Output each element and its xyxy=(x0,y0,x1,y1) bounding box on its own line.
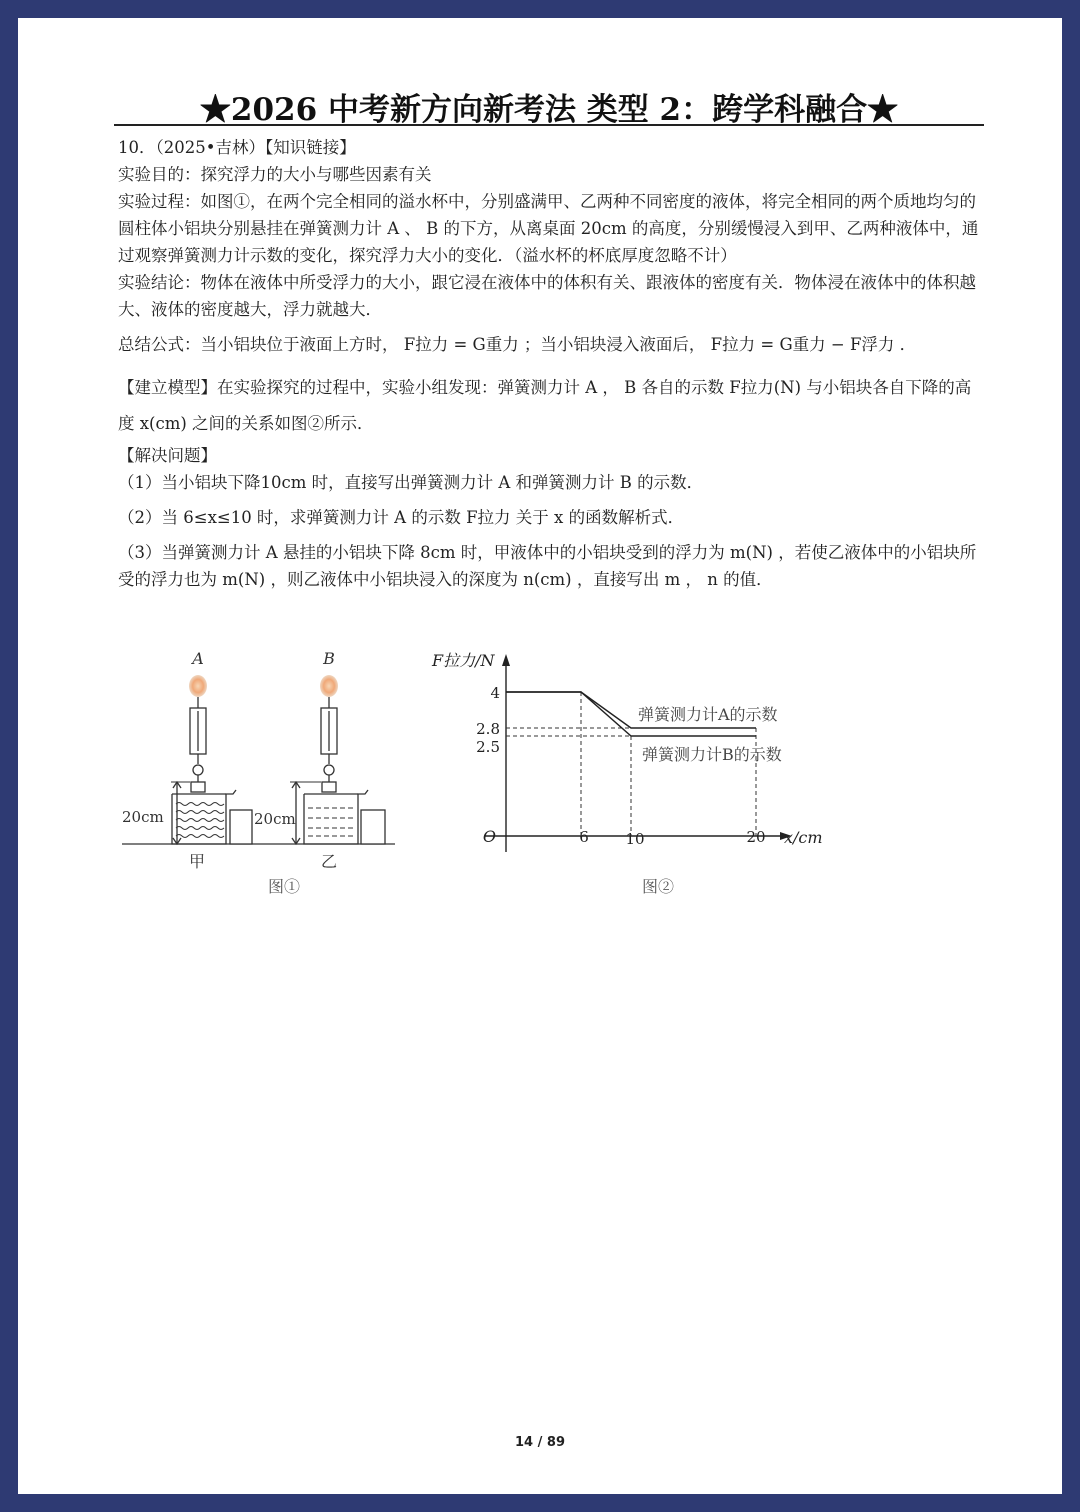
aluminum-block-a xyxy=(191,782,205,792)
figures-svg xyxy=(18,18,1062,1494)
question-3: （3）当弹簧测力计 A 悬挂的小铝块下降 8cm 时，甲液体中的小铝块受到的浮力为 m(N) ，若使乙液体中的小铝块所受的浮力也为 m(N) ，则乙液体中小铝块浸入的深度为 n(cm) ，直接写出 m ， n 的值． xyxy=(118,543,977,589)
question-1: （1）当小铝块下降10cm 时，直接写出弹簧测力计 A 和弹簧测力计 B 的示数． xyxy=(118,473,704,492)
page-number xyxy=(18,1435,1062,1450)
label-a: A xyxy=(192,649,204,668)
hand-icon xyxy=(320,675,338,697)
liquid-b-lines xyxy=(308,808,355,836)
experiment-aim: 实验目的：探究浮力的大小与哪些因素有关 xyxy=(118,165,432,184)
problem-source: 10．（2025•吉林）【知识链接】 xyxy=(118,138,356,157)
x-axis-label: x/cm xyxy=(784,828,823,847)
page-title: ★2026 中考新方向新考法 类型 2：跨学科融合★ xyxy=(199,92,899,128)
legend-a: 弹簧测力计A的示数 xyxy=(638,705,778,724)
hand-icon xyxy=(189,675,207,697)
y-tick-4: 4 xyxy=(490,684,500,702)
origin-label: O xyxy=(482,827,496,846)
label-b: B xyxy=(323,649,335,668)
figure-1-caption: 图① xyxy=(267,877,301,896)
liquid-label-yi: 乙 xyxy=(320,852,338,871)
page-separator: / xyxy=(537,1435,543,1450)
figure-2-caption: 图② xyxy=(641,877,675,896)
experiment-process: 实验过程：如图①，在两个完全相同的溢水杯中，分别盛满甲、乙两种不同密度的液体，将完全相同的两个质地均匀的圆柱体小铝块分别悬挂在弹簧测力计 A 、 B 的下方，从离桌面 20cm 的高度，分别缓慢浸入到甲、乙两种液体中，通过观察弹簧测力计示数的变化，探究浮力大小的变化．（溢水杯的杯底厚度忽略不计） xyxy=(118,192,979,265)
legend-b: 弹簧测力计B的示数 xyxy=(642,745,782,764)
hook-icon xyxy=(324,765,334,775)
figure-1 xyxy=(122,649,395,896)
x-tick-20: 20 xyxy=(746,828,766,846)
y-axis-arrow xyxy=(502,654,510,666)
liquid-label-jia: 甲 xyxy=(188,852,206,871)
y-tick-2-5: 2.5 xyxy=(476,738,500,756)
y-tick-2-8: 2.8 xyxy=(476,720,500,738)
question-2: （2）当 6≤x≤10 时，求弹簧测力计 A 的示数 F拉力 关于 x 的函数解析式． xyxy=(118,508,685,527)
x-tick-6: 6 xyxy=(579,828,589,846)
experiment-conclusion: 实验结论：物体在液体中所受浮力的大小，跟它浸在液体中的体积有关、跟液体的密度有关．物体浸在液体中的体积越大、液体的密度越大，浮力就越大． xyxy=(118,273,976,319)
model-statement: 【建立模型】在实验探究的过程中，实验小组发现：弹簧测力计 A ， B 各自的示数 F拉力(N) 与小铝块各自下降的高度 x(cm) 之间的关系如图②所示． xyxy=(118,378,972,433)
catch-cup-a xyxy=(230,810,252,844)
y-axis-label: F拉力/N xyxy=(432,651,495,670)
summary-formula: 总结公式：当小铝块位于液面上方时， F拉力 = G重力 ；当小铝块浸入液面后， F拉力 = G重力 − F浮力 ． xyxy=(118,335,917,354)
catch-cup-b xyxy=(361,810,385,844)
aluminum-block-b xyxy=(322,782,336,792)
solve-heading: 【解决问题】 xyxy=(118,446,217,465)
page-current: 14 xyxy=(515,1435,534,1450)
liquid-a-waves xyxy=(176,803,224,838)
hook-icon xyxy=(193,765,203,775)
page-total: 89 xyxy=(546,1435,565,1450)
figure-2-chart xyxy=(431,651,823,896)
document-page xyxy=(18,18,1062,1494)
height-label-a: 20cm xyxy=(122,808,164,826)
x-tick-10: 10 xyxy=(625,830,645,848)
height-label-b: 20cm xyxy=(254,810,296,828)
figures xyxy=(18,18,1062,1494)
